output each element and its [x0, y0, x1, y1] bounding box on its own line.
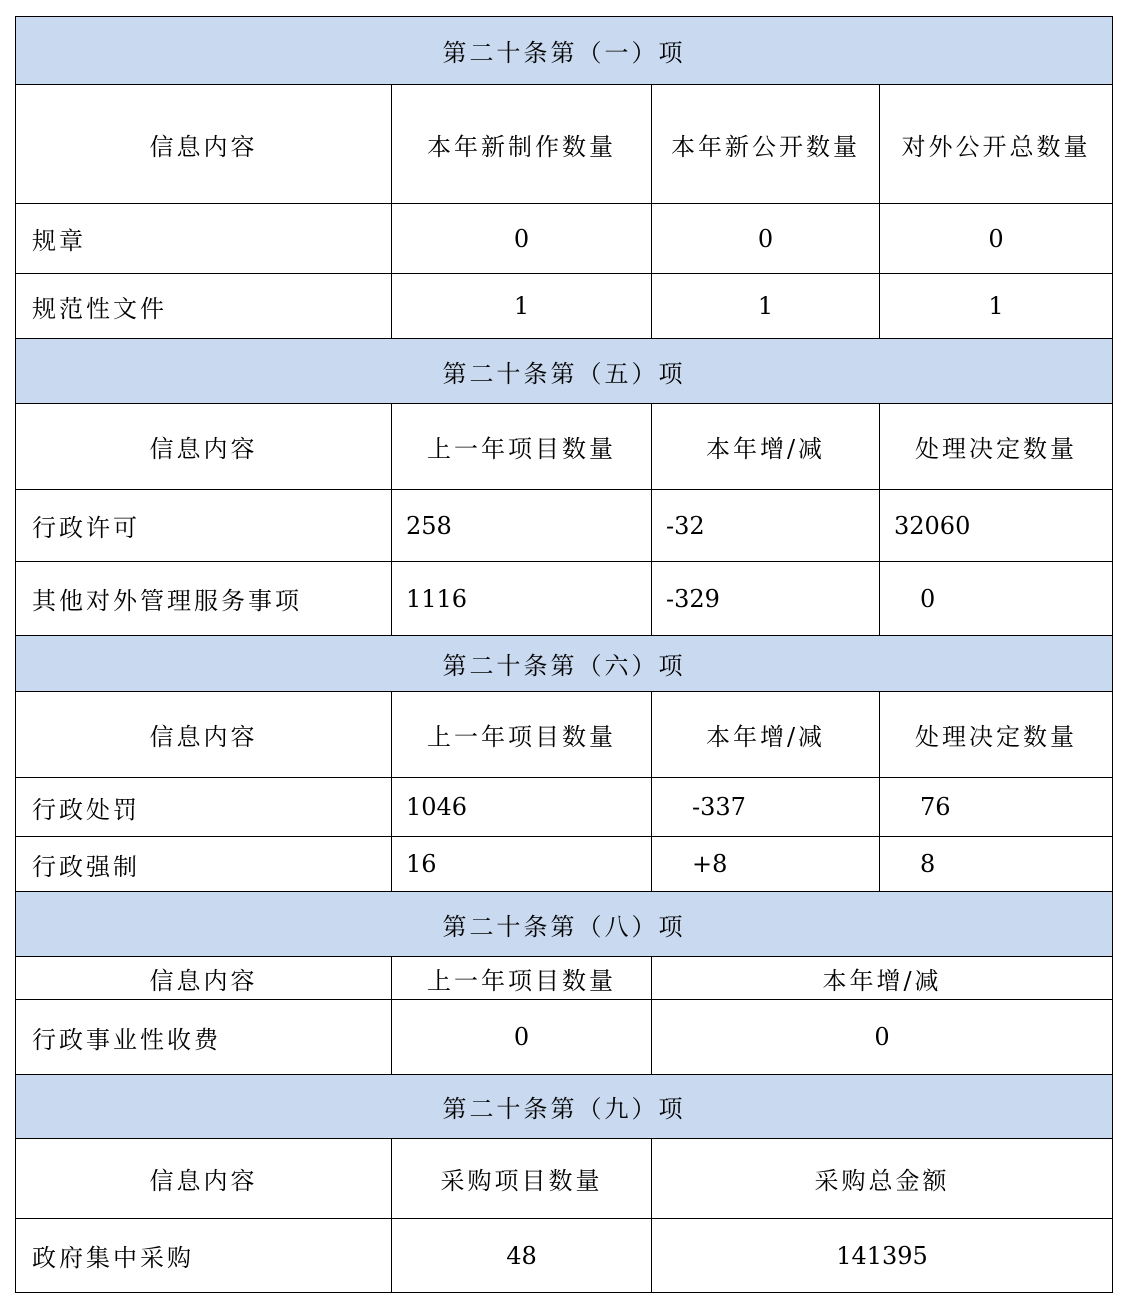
column-header: 信息内容 — [16, 957, 392, 1000]
disclosure-table — [15, 16, 1113, 1293]
cell-value: 0 — [880, 562, 1113, 636]
section-title: 第二十条第（八）项 — [16, 892, 1113, 957]
cell-value: 258 — [392, 490, 652, 562]
column-header: 本年新制作数量 — [392, 85, 652, 204]
section-title: 第二十条第（一）项 — [16, 17, 1113, 85]
cell-value: 0 — [392, 204, 652, 274]
column-header-row — [16, 957, 1113, 1000]
section-title: 第二十条第（九）项 — [16, 1075, 1113, 1139]
column-header: 采购总金额 — [652, 1139, 1113, 1219]
table-row — [16, 1000, 1113, 1075]
column-header: 采购项目数量 — [392, 1139, 652, 1219]
column-header-row — [16, 1139, 1113, 1219]
cell-value: 1046 — [392, 778, 652, 837]
cell-value: 1 — [392, 274, 652, 339]
table-row — [16, 490, 1113, 562]
column-header-row — [16, 85, 1113, 204]
row-label: 规章 — [16, 204, 392, 274]
column-header: 信息内容 — [16, 85, 392, 204]
cell-value: 141395 — [652, 1219, 1113, 1293]
cell-value: 32060 — [880, 490, 1113, 562]
section-header-row — [16, 17, 1113, 85]
row-label: 政府集中采购 — [16, 1219, 392, 1293]
column-header: 信息内容 — [16, 404, 392, 490]
column-header: 本年增/减 — [652, 692, 880, 778]
column-header: 本年新公开数量 — [652, 85, 880, 204]
cell-value: 0 — [652, 204, 880, 274]
cell-value: 16 — [392, 837, 652, 892]
table-row — [16, 204, 1113, 274]
row-label: 行政事业性收费 — [16, 1000, 392, 1075]
row-label: 行政处罚 — [16, 778, 392, 837]
section-title: 第二十条第（六）项 — [16, 636, 1113, 692]
column-header: 上一年项目数量 — [392, 692, 652, 778]
row-label: 行政许可 — [16, 490, 392, 562]
column-header: 信息内容 — [16, 1139, 392, 1219]
column-header: 信息内容 — [16, 692, 392, 778]
column-header: 处理决定数量 — [880, 404, 1113, 490]
column-header: 上一年项目数量 — [392, 404, 652, 490]
cell-value: -337 — [652, 778, 880, 837]
cell-value: 0 — [880, 204, 1113, 274]
cell-value: 8 — [880, 837, 1113, 892]
table-row — [16, 562, 1113, 636]
section-title: 第二十条第（五）项 — [16, 339, 1113, 404]
cell-value: 0 — [652, 1000, 1113, 1075]
column-header: 本年增/减 — [652, 404, 880, 490]
column-header: 本年增/减 — [652, 957, 1113, 1000]
cell-value: 48 — [392, 1219, 652, 1293]
section-header-row — [16, 892, 1113, 957]
column-header: 上一年项目数量 — [392, 957, 652, 1000]
column-header-row — [16, 692, 1113, 778]
table-row — [16, 837, 1113, 892]
table-row — [16, 1219, 1113, 1293]
cell-value: -32 — [652, 490, 880, 562]
section-header-row — [16, 339, 1113, 404]
cell-value: +8 — [652, 837, 880, 892]
cell-value: 1 — [880, 274, 1113, 339]
section-header-row — [16, 1075, 1113, 1139]
cell-value: 1116 — [392, 562, 652, 636]
column-header-row — [16, 404, 1113, 490]
cell-value: 1 — [652, 274, 880, 339]
table-row — [16, 274, 1113, 339]
row-label: 其他对外管理服务事项 — [16, 562, 392, 636]
table-row — [16, 778, 1113, 837]
row-label: 行政强制 — [16, 837, 392, 892]
column-header: 对外公开总数量 — [880, 85, 1113, 204]
cell-value: 0 — [392, 1000, 652, 1075]
column-header: 处理决定数量 — [880, 692, 1113, 778]
cell-value: -329 — [652, 562, 880, 636]
row-label: 规范性文件 — [16, 274, 392, 339]
section-header-row — [16, 636, 1113, 692]
cell-value: 76 — [880, 778, 1113, 837]
